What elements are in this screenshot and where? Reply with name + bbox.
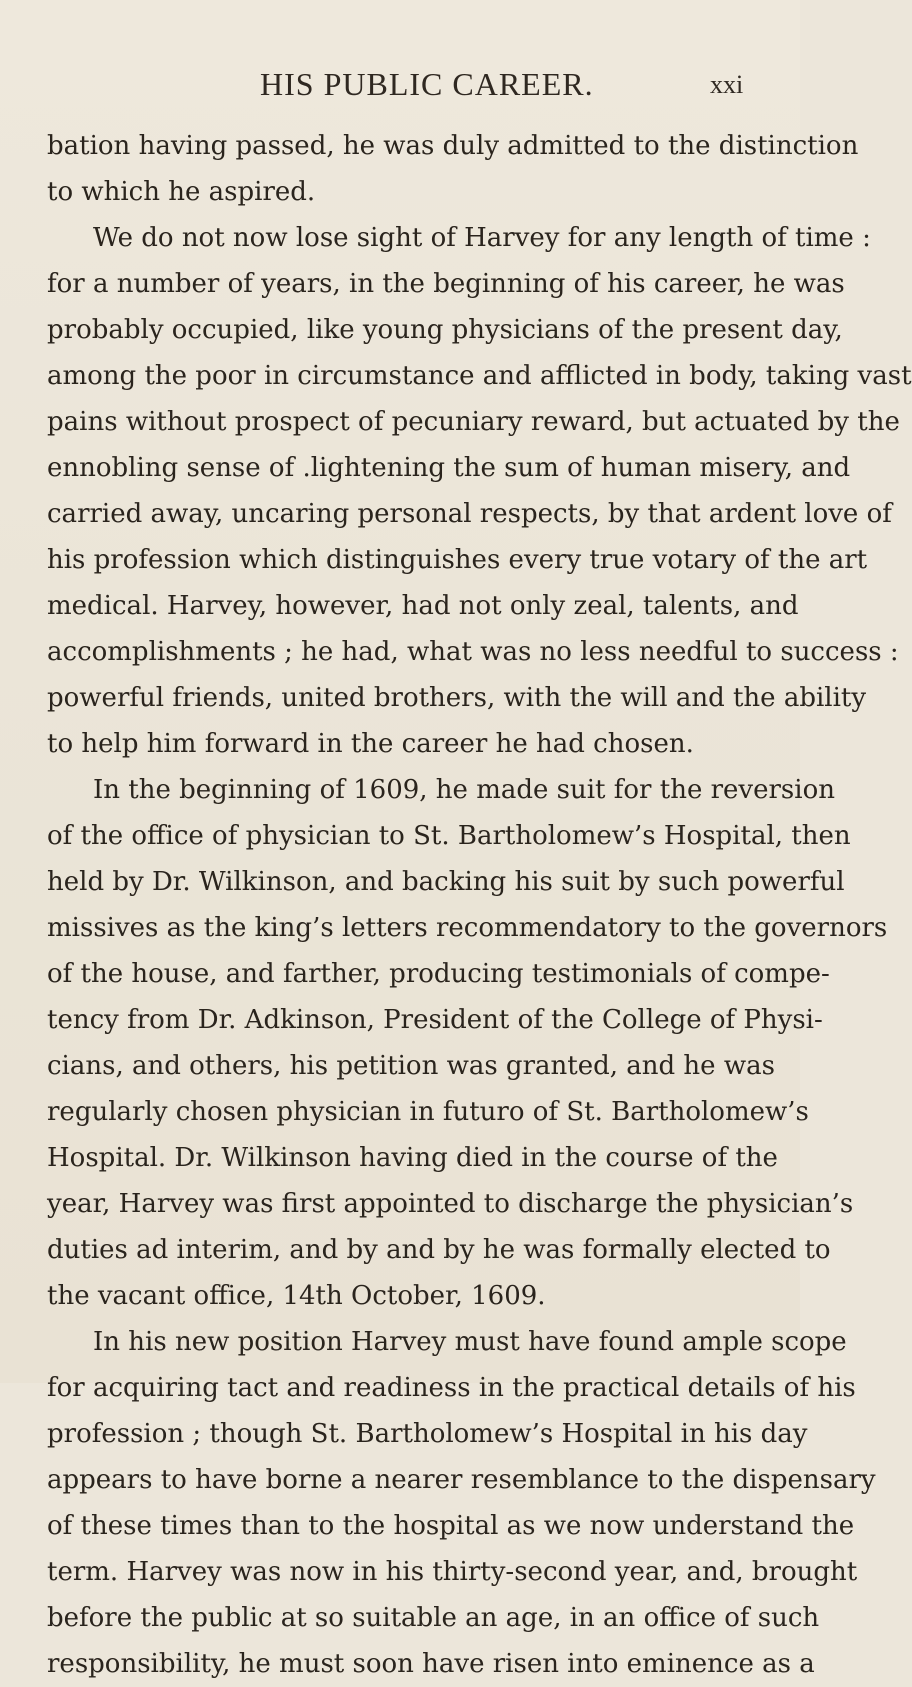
- text-line: carried away, uncaring personal respects, by that ardent love of: [47, 499, 892, 529]
- running-head: [0, 66, 800, 106]
- text-line: In his new position Harvey must have found ample scope: [93, 1327, 847, 1357]
- text-line: among the poor in circumstance and afflicted in body, taking vast: [47, 361, 912, 391]
- text-line: for a number of years, in the beginning of his career, he was: [47, 269, 845, 299]
- text-line: We do not now lose sight of Harvey for any length of time :: [93, 223, 871, 253]
- text-line: In the beginning of 1609, he made suit for the reversion: [93, 775, 835, 805]
- text-line: profession ; though St. Bartholomew’s Hospital in his day: [47, 1419, 808, 1449]
- text-line: probably occupied, like young physicians of the present day,: [47, 315, 843, 345]
- text-line: missives as the king’s letters recommendatory to the governors: [47, 913, 888, 943]
- text-line: for acquiring tact and readiness in the practical details of his: [47, 1373, 856, 1403]
- text-line: of the house, and farther, producing testimonials of compe-: [47, 959, 830, 989]
- text-line: Hospital. Dr. Wilkinson having died in the course of the: [47, 1143, 778, 1173]
- text-line: pains without prospect of pecuniary reward, but actuated by the: [47, 407, 900, 437]
- text-line: duties ad interim, and by and by he was formally elected to: [47, 1235, 831, 1265]
- text-line: tency from Dr. Adkinson, President of the College of Physi-: [47, 1005, 823, 1035]
- text-line: to help him forward in the career he had chosen.: [47, 729, 694, 759]
- text-line: of the office of physician to St. Bartholomew’s Hospital, then: [47, 821, 851, 851]
- text-line: before the public at so suitable an age, in an office of such: [47, 1603, 820, 1633]
- text-line: bation having passed, he was duly admitted to the distinction: [47, 131, 859, 161]
- running-title: HIS PUBLIC CAREER.: [260, 66, 594, 102]
- page-number: xxi: [710, 70, 744, 99]
- text-line: medical. Harvey, however, had not only zeal, talents, and: [47, 591, 799, 621]
- text-line: year, Harvey was first appointed to discharge the physician’s: [47, 1189, 854, 1219]
- text-line: appears to have borne a nearer resemblance to the dispensary: [47, 1465, 876, 1495]
- text-line: to which he aspired.: [47, 177, 316, 207]
- text-line: term. Harvey was now in his thirty-second year, and, brought: [47, 1557, 858, 1587]
- text-line: held by Dr. Wilkinson, and backing his suit by such powerful: [47, 867, 845, 897]
- text-line: his profession which distinguishes every true votary of the art: [47, 545, 868, 575]
- text-line: the vacant office, 14th October, 1609.: [47, 1281, 546, 1311]
- text-line: regularly chosen physician in futuro of St. Bartholomew’s: [47, 1097, 809, 1127]
- text-line: responsibility, he must soon have risen into eminence as a: [47, 1649, 815, 1679]
- text-line: cians, and others, his petition was granted, and he was: [47, 1051, 775, 1081]
- text-line: powerful friends, united brothers, with the will and the ability: [47, 683, 867, 713]
- body-text: [47, 123, 912, 1687]
- text-line: accomplishments ; he had, what was no less needful to success :: [47, 637, 899, 667]
- text-line: of these times than to the hospital as we now understand the: [47, 1511, 855, 1541]
- text-line: ennobling sense of .lightening the sum of human misery, and: [47, 453, 851, 483]
